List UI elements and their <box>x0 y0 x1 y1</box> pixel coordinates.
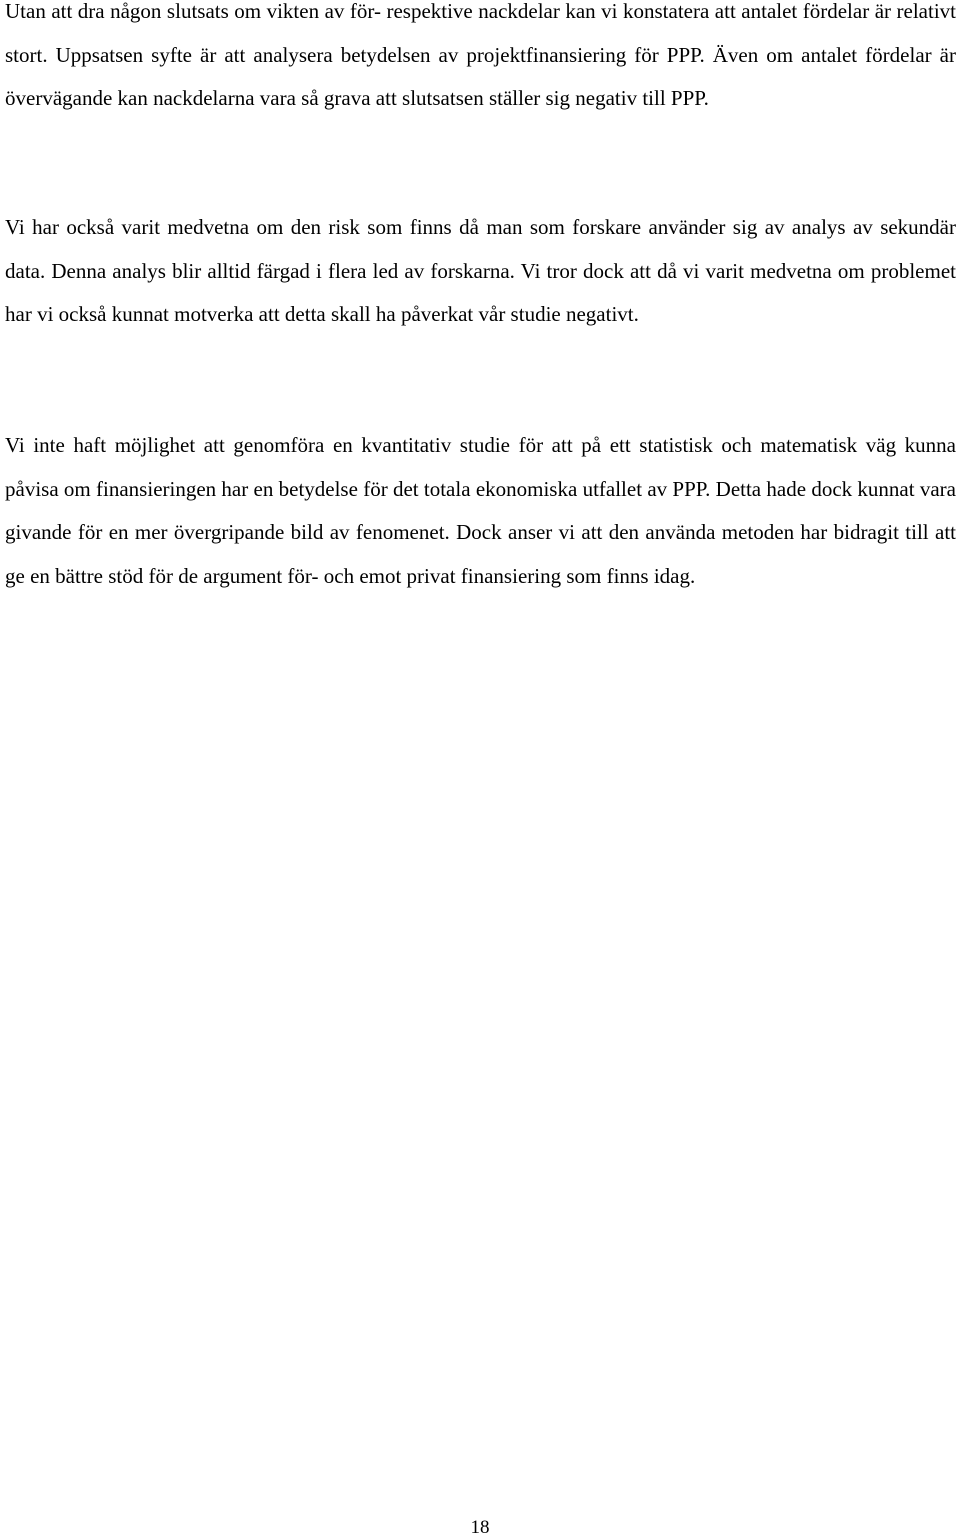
paragraph-limitations-advantages: Utan att dra någon slutsats om vikten av för- respektive nackdelar kan vi konstatera att antalet fördelar är relativt stort. Uppsatsen syfte är att analysera betydelsen av projektfinansiering för PPP. Även om antalet fördelar är övervägande kan nackdelarna vara så grava att slutsatsen ställer sig negativ till PPP. <box>5 0 956 110</box>
paragraph-quantitative-study: Vi inte haft möjlighet att genomföra en kvantitativ studie för att på ett statistisk och matematisk väg kunna påvisa om finansieringen har en betydelse för det totala ekonomiska utfallet av PPP. Detta hade dock kunnat vara givande för en mer övergripande bild av fenomenet. Dock anser vi att den använda metoden har bidragit till att ge en bättre stöd för de argument för- och emot privat finansiering som finns idag. <box>5 433 956 588</box>
paragraph-secondary-data-risk: Vi har också varit medvetna om den risk som finns då man som forskare använder sig av analys av sekundär data. Denna analys blir alltid färgad i flera led av forskarna. Vi tror dock att då vi varit medvetna om problemet har vi också kunnat motverka att detta skall ha påverkat vår studie negativt. <box>5 215 956 326</box>
page-number: 18 <box>470 1517 490 1538</box>
